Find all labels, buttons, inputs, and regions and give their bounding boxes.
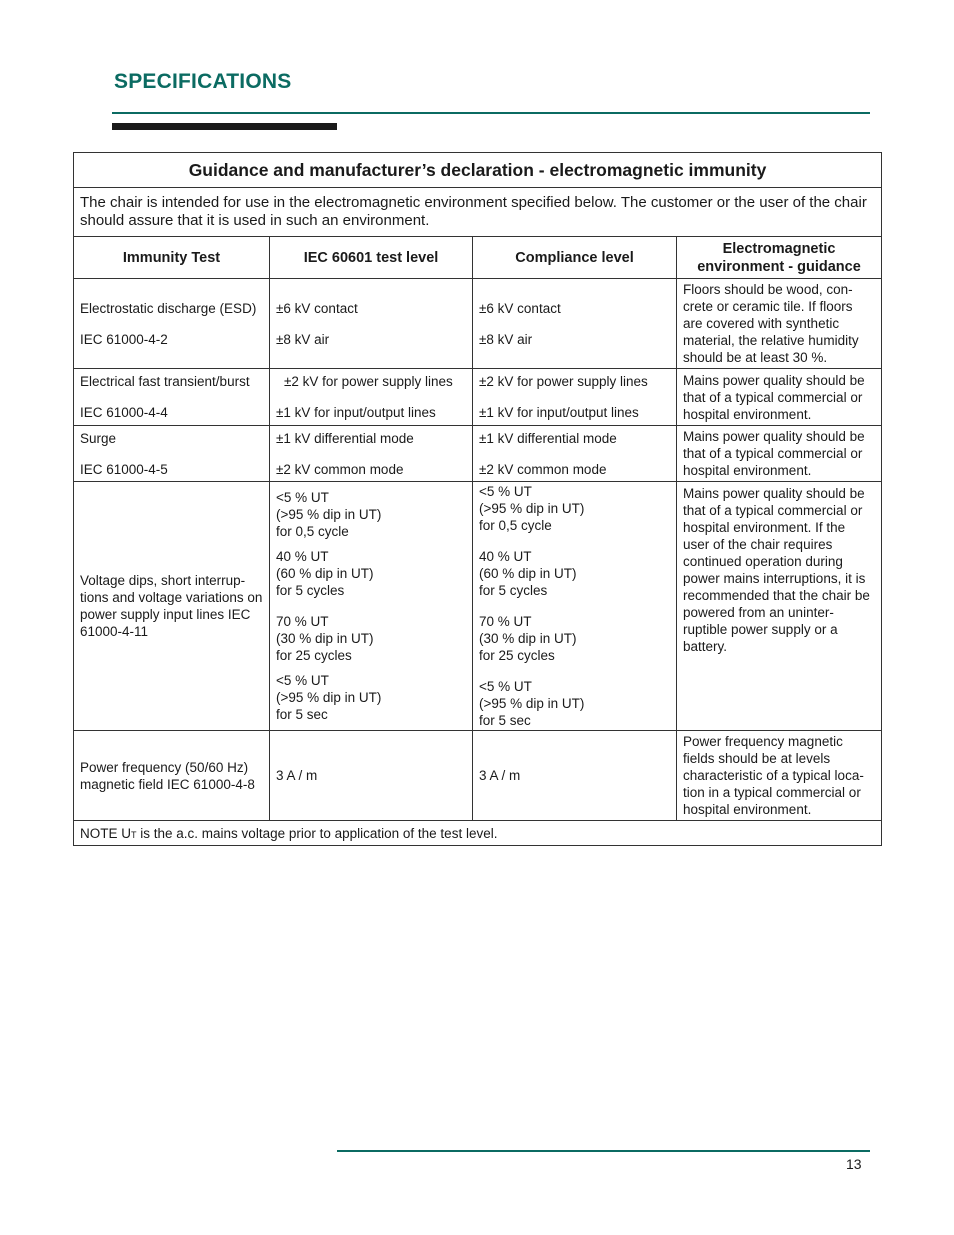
- compliance-cell: ±2 kV for power supply lines ±1 kV for input/output lines: [473, 369, 677, 426]
- guidance-cell: Floors should be wood, con-crete or ceramic tile. If floors are covered with synthetic material, the relative humidity should be at least 30 %.: [677, 279, 882, 369]
- table-header-row: [74, 237, 882, 279]
- table-row: [74, 279, 882, 369]
- table-caption: Guidance and manufacturer’s declaration - electromagnetic immunity: [74, 153, 882, 188]
- column-header-guidance: Electromagnetic environment - guidance: [677, 237, 882, 279]
- table-note-row: [74, 821, 882, 846]
- immunity-test-cell: Electrical fast transient/burst IEC 61000-4-4: [74, 369, 270, 426]
- immunity-test-cell: Surge IEC 61000-4-5: [74, 426, 270, 482]
- column-header-compliance: Compliance level: [473, 237, 677, 279]
- column-header-iec-level: IEC 60601 test level: [270, 237, 473, 279]
- table-row: [74, 731, 882, 821]
- immunity-test-cell: Power frequency (50/60 Hz) magnetic field IEC 61000-4-8: [74, 731, 270, 821]
- iec-level-cell: <5 % UT (>95 % dip in UT) for 0,5 cycle 40 % UT (60 % dip in UT) for 5 cycles 70 % UT (30 % dip in UT) for 25 cycles <5 % UT (>95 % dip in UT) for 5 sec: [270, 482, 473, 731]
- footer-rule: [337, 1150, 870, 1152]
- page-title: SPECIFICATIONS: [114, 70, 292, 93]
- iec-level-cell: ±1 kV differential mode ±2 kV common mode: [270, 426, 473, 482]
- table-row: [74, 482, 882, 731]
- table-row: [74, 369, 882, 426]
- table-row: [74, 426, 882, 482]
- column-header-immunity-test: Immunity Test: [74, 237, 270, 279]
- iec-level-cell: 3 A / m: [270, 731, 473, 821]
- guidance-cell: Mains power quality should be that of a typical commercial or hospital environment. If the user of the chair requires continued operation during power mains interruptions, it is recommended that the chair be powered from an uninter-ruptible power supply or a battery.: [677, 482, 882, 731]
- compliance-cell: 3 A / m: [473, 731, 677, 821]
- compliance-cell: <5 % UT (>95 % dip in UT) for 0,5 cycle 40 % UT (60 % dip in UT) for 5 cycles 70 % UT (30 % dip in UT) for 25 cycles <5 % UT (>95 % dip in UT) for 5 sec: [473, 482, 677, 731]
- compliance-cell: ±6 kV contact ±8 kV air: [473, 279, 677, 369]
- page-number: 13: [846, 1156, 862, 1172]
- header-rule: [112, 112, 870, 114]
- header-accent-bar: [112, 123, 337, 130]
- guidance-cell: Mains power quality should be that of a typical commercial or hospital environment.: [677, 369, 882, 426]
- table-note: NOTE UT is the a.c. mains voltage prior to application of the test level.: [74, 821, 882, 846]
- immunity-test-cell: Electrostatic discharge (ESD) IEC 61000-4-2: [74, 279, 270, 369]
- immunity-test-cell: Voltage dips, short interrup-tions and voltage variations on power supply input lines IEC 61000-4-11: [74, 482, 270, 731]
- iec-level-cell: ±2 kV for power supply lines ±1 kV for input/output lines: [270, 369, 473, 426]
- guidance-cell: Power frequency magnetic fields should be at levels characteristic of a typical loca-tion in a typical commercial or hospital environment.: [677, 731, 882, 821]
- guidance-cell: Mains power quality should be that of a typical commercial or hospital environment.: [677, 426, 882, 482]
- emc-immunity-table: [73, 152, 882, 846]
- table-intro: The chair is intended for use in the electromagnetic environment specified below. The customer or the user of the chair should assure that it is used in such an environment.: [74, 188, 882, 237]
- iec-level-cell: ±6 kV contact ±8 kV air: [270, 279, 473, 369]
- compliance-cell: ±1 kV differential mode ±2 kV common mode: [473, 426, 677, 482]
